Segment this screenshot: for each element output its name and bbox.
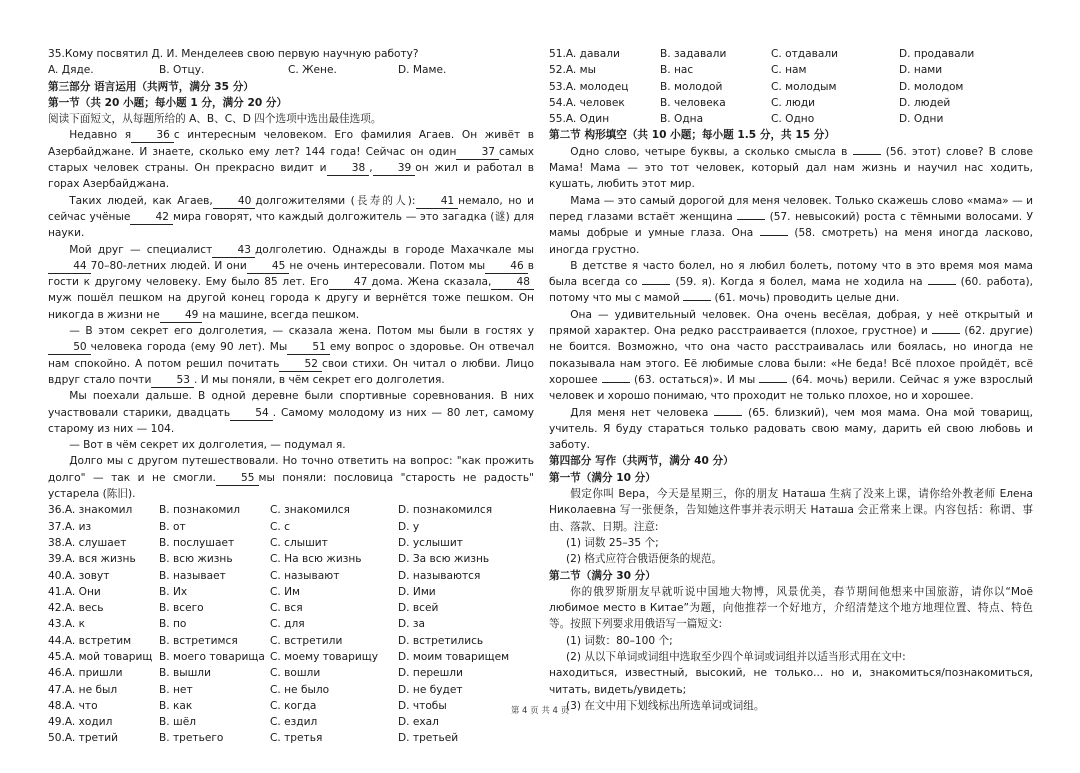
right-column — [549, 46, 1033, 714]
cloze-paragraph: Одно слово, четыре буквы, а сколько смысла в (56. этот) слове? В слове Мама! Мама — это тот человек, который дал нам жизнь и научил нас ходить, кушать, любить этот мир. — [549, 145, 1034, 191]
blank-36: 36 — [131, 129, 174, 143]
option: C. Жене. — [288, 64, 337, 77]
blank-61 — [683, 290, 711, 301]
choice-option: D. людей — [899, 96, 951, 109]
choice-option: C. моему товарищу — [270, 650, 378, 663]
choice-option: D. третьей — [398, 732, 459, 745]
choice-row — [48, 568, 534, 584]
blank-43: 43 — [212, 244, 255, 258]
choice-option: D. познакомился — [398, 504, 493, 517]
choice-option: D. за — [398, 618, 426, 631]
choice-row — [549, 46, 1033, 62]
choice-option: 45.A. мой товарищ — [48, 650, 153, 663]
blank-58 — [760, 225, 788, 236]
blank-63 — [602, 372, 630, 383]
blank-39: 39 — [373, 162, 416, 176]
choice-option: 48.A. что — [48, 699, 98, 712]
choice-option: B. человека — [660, 96, 726, 109]
blank-64 — [759, 372, 787, 383]
choice-option: B. вышли — [159, 667, 211, 680]
blank-47: 47 — [329, 276, 372, 290]
passage-paragraph: — Вот в чём секрет их долголетия, — подумал я. — [69, 439, 346, 452]
choice-option: D. всей — [398, 602, 439, 615]
cloze-paragraph: Для меня нет человека (65. близкий), чем моя мама. Она мой товарищ, учитель. Я буду стараться только радовать свою маму, дарить ей свою любовь и заботу. — [549, 406, 1033, 452]
writing1-note: (2) 格式应符合俄语便条的规范。 — [565, 553, 723, 566]
writing2-prompt: 你的俄罗斯朋友早就听说中国地大物博，风景优美，春节期间他想来中国旅游，请你以“Моё любимое место в Китае”为题，向他推荐一个好地方，介绍清楚这个地方地理位置、特点、特色等。按照下列要求用俄语写一篇短文: — [549, 585, 1033, 631]
choice-option: 50.A. третий — [48, 732, 118, 745]
choice-option: D. не будет — [398, 683, 463, 696]
blank-65 — [714, 405, 742, 416]
option: D. Маме. — [398, 64, 447, 77]
passage-paragraph: Недавно я 36 с интересным человеком. Его фамилия Агаев. Он живёт в Азербайджане. И знаете, сколько ему лет? 144 года! Сейчас он один 37 самых старых человек страны. Он прекрасно видит и 38 , 39 он жил и работал в горах Азербайджана. — [48, 129, 534, 191]
blank-59 — [642, 274, 670, 285]
choice-option: C. встретили — [270, 634, 343, 647]
choice-option: C. знакомился — [270, 504, 350, 517]
choice-option: B. послушает — [159, 536, 235, 549]
choice-option: B. познакомил — [159, 504, 240, 517]
choice-option: D. молодом — [899, 80, 964, 93]
writing1-prompt: 假定你叫 Вера，今天是星期三，你的朋友 Наташа 生病了没来上课，请你给外教老师 Елена Николаевна 写一张便条，告知她这件事并表示明天 Наташа 会正常来上课。内容包括：称谓、事由、落款、日期。注意: — [549, 488, 1033, 533]
option: B. Отцу. — [159, 64, 205, 77]
choice-row — [48, 616, 534, 632]
passage-paragraph: Мы поехали дальше. В одной деревне были спортивные соревнования. В них участвовали старики, двадцать 54 . Самому молодому из них — 80 лет, самому старому из них — 104. — [48, 390, 534, 435]
blank-38: 38 — [327, 162, 370, 176]
blank-57 — [737, 209, 765, 220]
choice-option: C. На всю жизнь — [270, 553, 362, 566]
writing2-word-list: находиться, известный, высокий, не только... но и, знакомиться/познакомиться, читать, видеть/увидеть; — [549, 667, 1033, 696]
blank-54: 54 — [230, 407, 273, 421]
choice-option: 39.A. вся жизнь — [48, 553, 136, 566]
choice-option: 55.A. Один — [549, 113, 610, 126]
choice-row — [48, 600, 534, 616]
choice-row — [549, 79, 1033, 95]
blank-41: 41 — [416, 195, 459, 209]
choice-option: C. ездил — [270, 716, 318, 729]
part3-title: 第三部分 语言运用（共两节，满分 35 分） — [48, 80, 254, 93]
choice-option: B. как — [159, 699, 193, 712]
choice-option: B. встретимся — [159, 634, 238, 647]
choice-option: D. называются — [398, 569, 481, 582]
page-number: 第 4 页 共 4 页 — [510, 706, 570, 716]
choice-row — [549, 62, 1033, 78]
section1-title: 第一节（共 20 小题；每小题 1 分，满分 20 分） — [48, 96, 288, 109]
choice-row — [48, 502, 534, 518]
choice-option: C. вся — [270, 602, 303, 615]
choice-option: C. не было — [270, 683, 330, 696]
passage-paragraph: Таких людей, как Агаев, 40 долгожителями (長寿的人): 41 немало, но и сейчас учёные 42 мира говорят, что каждый долгожитель — это загадка (谜) для науки. — [48, 194, 535, 240]
choice-option: D. Одни — [899, 113, 944, 126]
choice-option: B. молодой — [660, 80, 723, 93]
blank-46: 46 — [485, 260, 528, 274]
blank-49: 49 — [160, 309, 203, 323]
choice-option: C. нам — [771, 64, 807, 77]
blank-44: 44 — [48, 260, 91, 274]
cloze-paragraph: Она — удивительный человек. Она очень весёлая, добрая, у неё открытый и прямой характер. Она редко расстраивается (плохое, грустное) и (62. другие) не боится. Возможно, что она часто расстраивалась или боялась, но иногда не показывала нам этого. Её любимые слова были: «Не беда! Всё плохое пройдёт, всё хорошее (63. остаться)». И мы (64. мочь) верили. Сейчас я уже взрослый человек и хорошо понимаю, что проходит не только плохое, но и хорошее. — [549, 308, 1033, 403]
writing2-note: (1) 词数：80–100 个; — [565, 634, 673, 647]
choice-option: D. услышит — [398, 536, 463, 549]
choice-row — [48, 665, 534, 681]
choice-row — [48, 730, 534, 746]
choice-option: C. молодым — [771, 80, 837, 93]
choice-option: 46.A. пришли — [48, 667, 123, 680]
choice-option: C. называют — [270, 569, 340, 582]
choice-option: C. вошли — [270, 667, 321, 680]
question-35: 35.Кому посвятил Д. И. Менделеев свою первую научную работу? — [48, 48, 419, 60]
choice-option: D. ехал — [398, 716, 439, 729]
choice-option: B. всего — [159, 602, 204, 615]
section2-title: 第二节 构形填空（共 10 小题；每小题 1.5 分，共 15 分） — [549, 129, 835, 142]
part4-title: 第四部分 写作（共两节，满分 40 分） — [549, 455, 734, 468]
choice-option: 51.A. давали — [549, 48, 620, 60]
choice-option: B. третьего — [159, 732, 224, 745]
blank-51: 51 — [287, 341, 330, 355]
blank-42: 42 — [130, 211, 173, 225]
writing1-title: 第一节（满分 10 分） — [549, 471, 656, 484]
choice-option: 52.A. мы — [549, 64, 596, 77]
choice-row — [48, 584, 534, 600]
choice-option: B. моего товарища — [159, 650, 265, 663]
blank-52: 52 — [279, 358, 322, 372]
blank-60 — [928, 274, 956, 285]
choice-option: B. нет — [159, 683, 193, 696]
blank-48: 48 — [491, 276, 534, 290]
writing2-note: (3) 在文中用下划线标出所选单词或词组。 — [565, 699, 765, 712]
choice-option: B. Одна — [660, 113, 704, 126]
writing1-note: (1) 词数 25–35 个; — [565, 536, 659, 549]
choice-option: C. Одно — [771, 113, 815, 126]
choice-option: C. с — [270, 520, 290, 533]
choice-option: 38.A. слушает — [48, 536, 127, 549]
cloze-paragraph: Мама — это самый дорогой для меня человек. Только скажешь слово «мама» — и перед глазами встаёт женщина (57. невысокий) роста с тёмными волосами. У мамы добрые и умные глаза. Она (58. смотреть) на меня иногда ласково, иногда грустно. — [549, 194, 1033, 256]
question-35-options — [48, 62, 534, 78]
choice-option: C. слышит — [270, 536, 328, 549]
blank-55: 55 — [216, 472, 259, 486]
choice-option: 54.A. человек — [549, 96, 625, 109]
choice-row — [48, 633, 534, 649]
blank-45: 45 — [247, 260, 290, 274]
choice-option: D. чтобы — [398, 699, 447, 712]
choice-option: 49.A. ходил — [48, 716, 113, 729]
choice-option: D. нами — [899, 64, 943, 77]
choice-option: 43.A. к — [48, 618, 86, 631]
blank-62 — [932, 323, 960, 334]
choice-option: B. по — [159, 618, 187, 631]
choice-row — [48, 535, 534, 551]
choice-option: C. для — [270, 618, 305, 631]
choice-option: B. называет — [159, 569, 226, 582]
choice-option: C. третья — [270, 732, 323, 745]
section1-instructions: 阅读下面短文，从每题所给的 A、B、C、D 四个选项中选出最佳选项。 — [48, 113, 382, 126]
choice-row — [549, 95, 1033, 111]
choice-option: C. отдавали — [771, 48, 838, 60]
choice-row — [48, 649, 534, 665]
blank-53: 53 — [151, 374, 194, 388]
choice-option: 42.A. весь — [48, 602, 104, 615]
blank-50: 50 — [48, 341, 91, 355]
choice-option: 53.A. молодец — [549, 80, 629, 93]
choice-option: D. За всю жизнь — [398, 553, 490, 566]
choice-option: D. продавали — [899, 48, 975, 60]
choice-row — [48, 519, 534, 535]
choice-option: 47.A. не был — [48, 683, 118, 696]
choices-list — [549, 46, 1033, 127]
blank-40: 40 — [213, 195, 256, 209]
passage-paragraph: Мой друг — специалист 43 долголетию. Однажды в городе Махачкале мы44 70–80-летних людей. И они 45 не очень интересовали. Потом мы 46 в гости к другому человеку. Ему было 85 лет. Его 47 дома. Жена сказала, 48муж пошёл пешком на другой конец города к другу и вернётся тоже пешком. Он никогда в жизни не 49 на машине, всегда пешком. — [48, 243, 534, 321]
left-column — [48, 46, 534, 747]
passage-paragraph: — В этом секрет его долголетия, — сказала жена. Потом мы были в гостях у50 человека города (ему 90 лет). Мы 51 ему вопрос о здоровье. Он отвечал нам спокойно. А потом решил почитать 52 свои стихи. Он читал о любви. Лицо вдруг стало почти 53 . И мы поняли, в чём секрет его долголетия. — [48, 325, 534, 386]
choice-option: 44.A. встретим — [48, 634, 132, 647]
choice-row — [48, 551, 534, 567]
choice-option: B. шёл — [159, 716, 196, 729]
choice-option: B. от — [159, 520, 186, 533]
writing2-note: (2) 从以下单词或词组中选取至少四个单词或词组并以适当形式用在文中: — [565, 650, 906, 663]
choice-option: D. моим товарищем — [398, 650, 510, 663]
choice-option: D. перешли — [398, 667, 463, 680]
option: A. Дяде. — [48, 64, 94, 77]
choice-option: 37.A. из — [48, 520, 92, 533]
writing2-title: 第二节（满分 30 分） — [549, 569, 656, 582]
choice-option: B. нас — [660, 64, 694, 77]
blank-37: 37 — [456, 146, 499, 160]
choice-row — [549, 111, 1033, 127]
choice-option: B. задавали — [660, 48, 727, 60]
choice-row — [48, 682, 534, 698]
passage-paragraph: Долго мы с другом путешествовали. Но точно ответить на вопрос: "как прожить долго" — так и не смогли. 55 мы поняли: пословица "старость не радость" устарела (陈旧). — [48, 455, 534, 501]
choice-option: C. когда — [270, 699, 317, 712]
choice-option: 40.A. зовут — [48, 569, 110, 582]
choice-option: C. Им — [270, 585, 301, 598]
choice-row — [48, 714, 534, 730]
choice-option: D. у — [398, 520, 420, 533]
choice-option: C. люди — [771, 96, 816, 109]
blank-56 — [853, 144, 881, 155]
choice-option: 41.A. Они — [48, 585, 101, 598]
choice-option: 36.A. знакомил — [48, 504, 133, 517]
choice-option: D. встретились — [398, 634, 484, 647]
choice-option: B. всю жизнь — [159, 553, 233, 566]
choice-option: D. Ими — [398, 585, 436, 598]
cloze-paragraph: В детстве я часто болел, но я любил болеть, потому что в это время моя мама была всегда со (59. я). Когда я болел, мама не ходила на (60. работа), потому что мы с мамой (61. мочь) проводить целые дни. — [549, 259, 1034, 305]
choice-option: B. Их — [159, 585, 188, 598]
